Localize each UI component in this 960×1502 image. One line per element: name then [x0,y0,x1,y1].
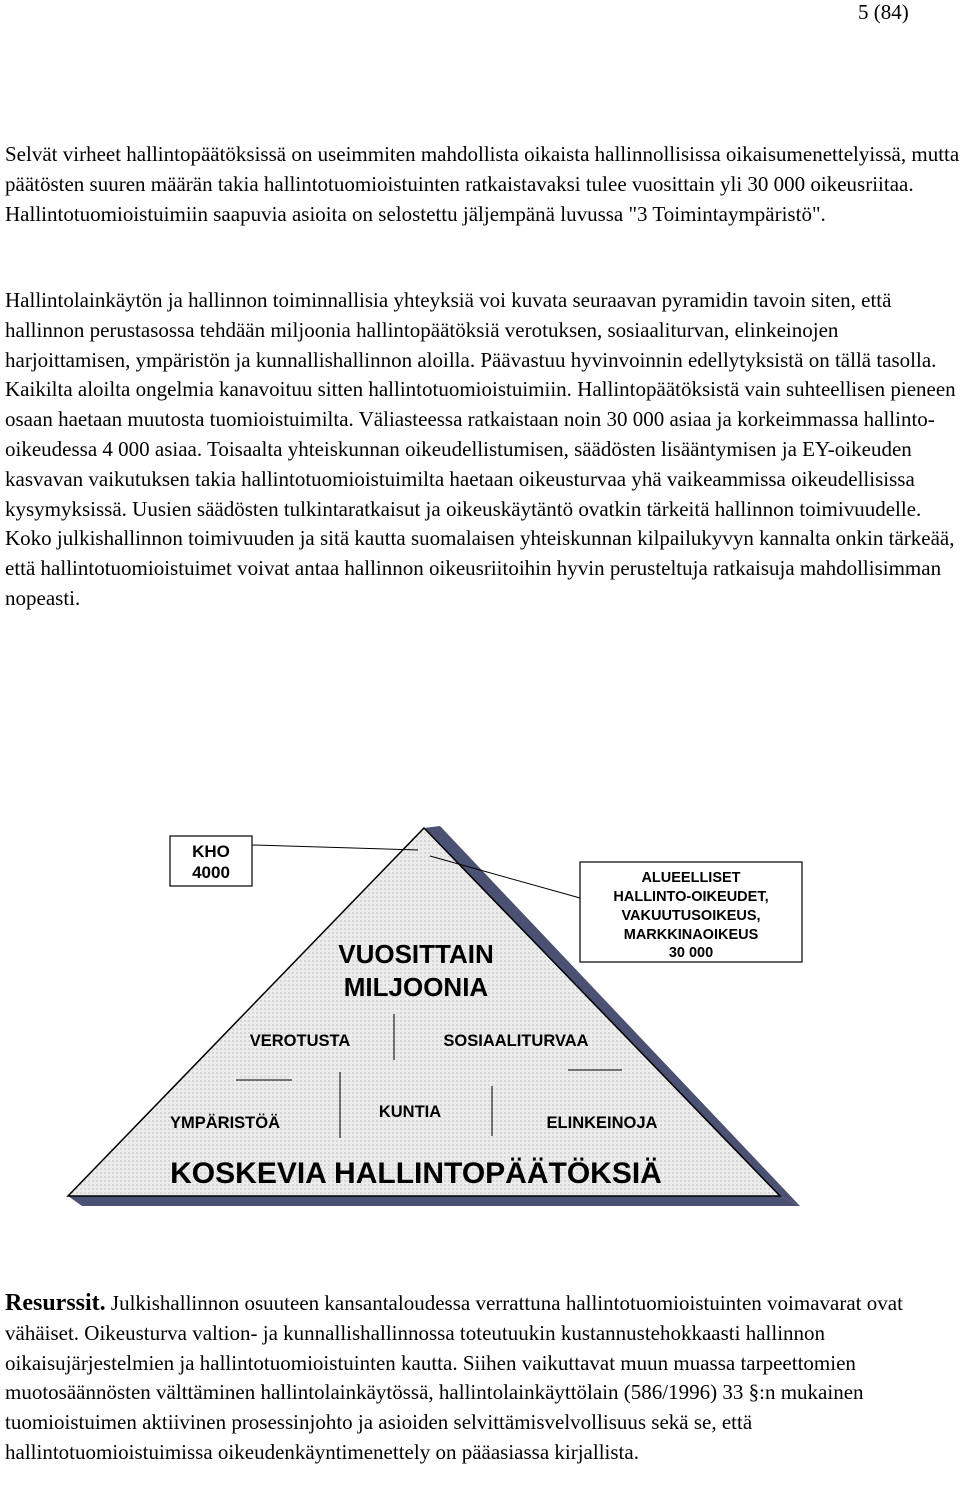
label-kuntia: KUNTIA [378,1103,442,1121]
paragraph-pyramid-description: Hallintolainkäytön ja hallinnon toiminnallisia yhteyksiä voi kuvata seuraavan pyramidin tavoin siten, että hallinnon perustasossa tehdään miljoonia hallintopäätöksiä verotuksen, sosiaaliturvan, elinkeinojen harjoittamisen, ympäristön ja kunnallishallinnon aloilla. Päävastuu hyvinvoinnin edellytyksistä on tällä tasolla. Kaikilta aloilta ongelmia kanavoituu sitten hallintotuomioistuimiin. Hallintopäätöksistä vain suhteellisen pieneen osaan haetaan muutosta tuomioistuimilta. Väliasteessa ratkaistaan noin 30 000 asiaa ja korkeimmassa hallinto-oikeudessa 4 000 asiaa. Toisaalta yhteiskunnan oikeudellistumisen, säädösten lisääntymisen ja EY-oikeuden kasvavan vaikutuksen takia hallintotuomioistuimilta haetaan oikeusturvaa yhä vaikeammissa oikeudellisissa kysymyksissä. Uusien säädösten tulkintaratkaisut ja oikeuskäytäntö ovatkin tärkeitä hallinnon toimivuudelle. Koko julkishallinnon toimivuuden ja sitä kautta suomalaisen yhteiskunnan kilpailukyvyn kannalta onkin tärkeää, että hallintotuomioistuimet voivat antaa hallinnon oikeusriitoihin hyvin perusteltuja ratkaisuja mahdollisimman nopeasti. [5,288,956,610]
administrative-pyramid-diagram [0,820,960,1220]
kho-box-line-1: KHO [192,842,230,861]
base-label: KOSKEVIA HALLINTOPÄÄTÖKSIÄ [170,1157,662,1190]
label-sosiaaliturvaa: SOSIAALITURVAA [443,1032,589,1050]
regional-box-line-4: MARKKINAOIKEUS [623,927,759,943]
regional-box-line-2: HALLINTO-OIKEUDET, [613,889,769,905]
regional-box-line-1: ALUEELLISET [641,870,741,886]
label-ymparistoa: YMPÄRISTÖÄ [169,1114,281,1132]
page-number: 5 (84) [858,0,909,24]
regional-box-line-5: 30 000 [668,945,714,961]
resources-heading: Resurssit. [5,1290,106,1316]
kho-leader-line [252,845,418,850]
center-label-line-1: VUOSITTAIN [338,939,494,969]
regional-box-line-3: VAKUUTUSOIKEUS, [621,908,761,924]
label-verotusta: VEROTUSTA [249,1032,351,1050]
label-elinkeinoja: ELINKEINOJA [546,1114,658,1132]
pyramid-shadow-base [68,1196,800,1206]
paragraph-intro: Selvät virheet hallintopäätöksissä on useimmiten mahdollista oikaista hallinnollisissa oikaisumenettelyissä, mutta päätösten suuren määrän takia hallintotuomioistuinten ratkaistavaksi tulee vuosittain yli 30 000 oikeusriitaa. Hallintotuomioistuimiin saapuvia asioita on selostettu jäljempänä luvussa "3 Toimintaympäristö". [5,142,960,226]
kho-box-line-2: 4000 [192,863,230,882]
center-label-line-2: MILJOONIA [343,972,489,1002]
resources-text: Julkishallinnon osuuteen kansantaloudessa verrattuna hallintotuomioistuinten voimavarat ovat vähäiset. Oikeusturva valtion- ja kunnallishallinnossa toteutuukin kustannustehokkaasti hallinnon oikaisujärjestelmien ja hallintotuomioistuinten kautta. Siihen vaikuttavat muun muassa tarpeettomien muotosäännösten välttäminen hallintolainkäytössä, hallintolainkäyttölain (586/1996) 33 §:n mukainen tuomioistuimen aktiivinen prosessinjohto ja asioiden selvittämisvelvollisuus sekä se, että hallintotuomioistuimissa oikeudenkäyntimenettely on pääasiassa kirjallista. [5,1291,903,1464]
paragraph-resources [5,1289,960,1468]
